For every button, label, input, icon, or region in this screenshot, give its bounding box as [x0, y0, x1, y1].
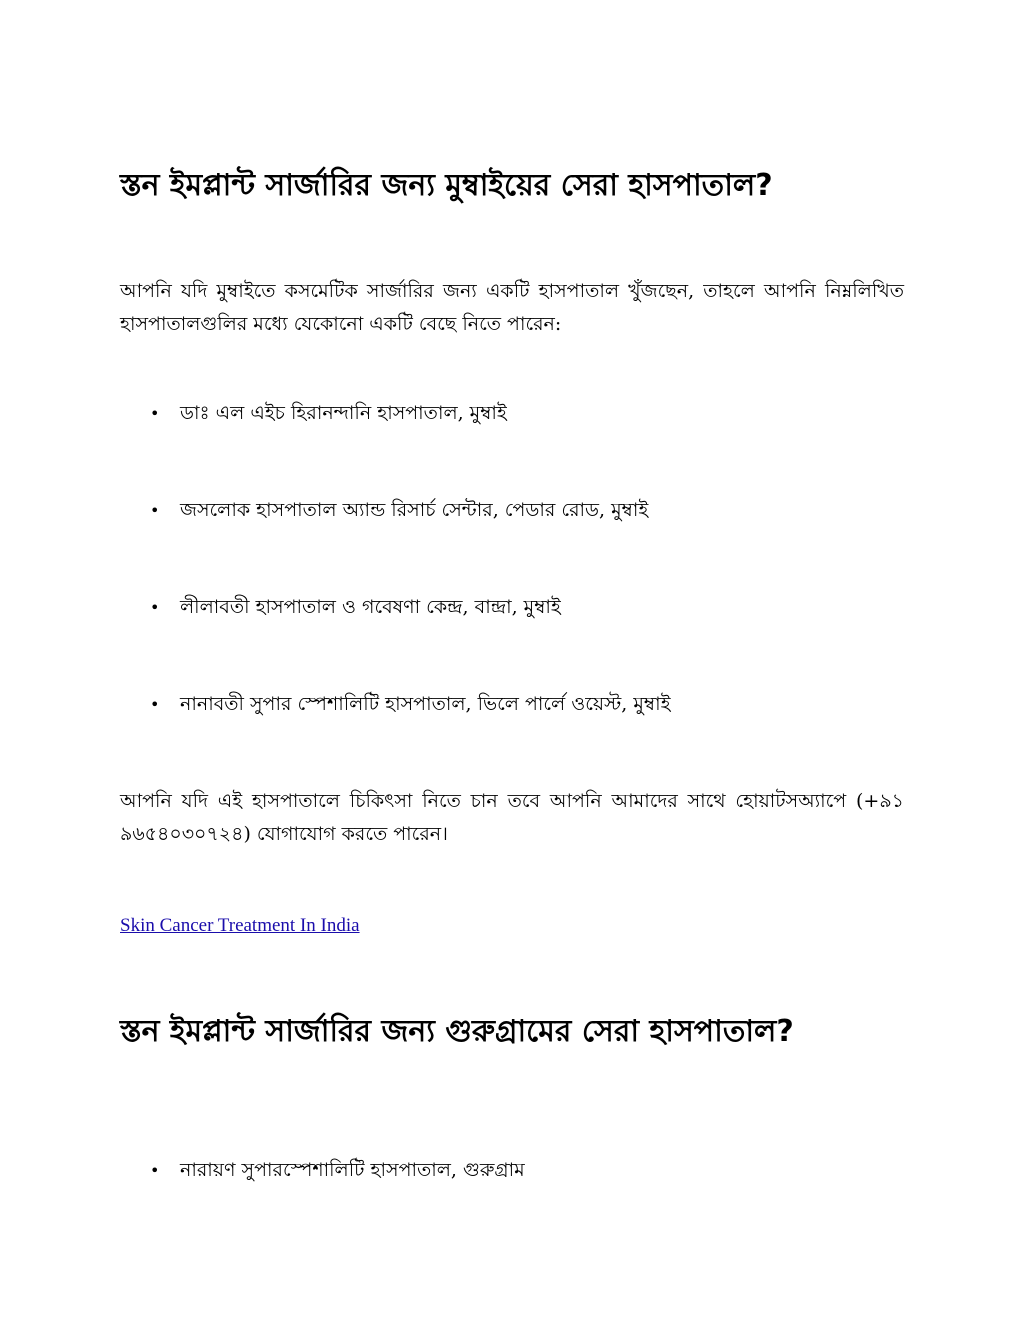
- list-item: [150, 593, 910, 622]
- list-item: [150, 399, 910, 428]
- list-item: [150, 496, 910, 525]
- contact-paragraph: আপনি যদি এই হাসপাতালে চিকিৎসা নিতে চান তবে আপনি আমাদের সাথে হোয়াটসঅ্যাপে (+৯১ ৯৬৫৪০৩০৭২৪) যোগাযোগ করতে পারেন।: [120, 790, 904, 845]
- skin-cancer-treatment-link[interactable]: Skin Cancer Treatment In India: [120, 915, 360, 936]
- list-item-text: জসলোক হাসপাতাল অ্যান্ড রিসার্চ সেন্টার, পেডার রোড, মুম্বাই: [180, 499, 649, 521]
- list-item-text: নানাবতী সুপার স্পেশালিটি হাসপাতাল, ভিলে পার্লে ওয়েস্ট, মুম্বাই: [180, 693, 671, 715]
- list-item: [150, 690, 910, 719]
- list-item-text: ডাঃ এল এইচ হিরানন্দানি হাসপাতাল, মুম্বাই: [180, 402, 507, 424]
- intro-paragraph: আপনি যদি মুম্বাইতে কসমেটিক সার্জারির জন্য একটি হাসপাতাল খুঁজছেন, তাহলে আপনি নিম্নলিখিত হাসপাতালগুলির মধ্যে যেকোনো একটি বেছে নিতে পারেন:: [120, 280, 904, 335]
- bullet-icon: •: [150, 598, 160, 617]
- bullet-icon: •: [150, 404, 160, 423]
- list-item: [150, 1156, 910, 1185]
- bullet-icon: •: [150, 695, 160, 714]
- section-heading-mumbai: স্তন ইমপ্লান্ট সার্জারির জন্য মুম্বাইয়ের সেরা হাসপাতাল?: [120, 168, 773, 203]
- bullet-icon: •: [150, 1161, 160, 1180]
- bullet-icon: •: [150, 501, 160, 520]
- list-item-text: নারায়ণ সুপারস্পেশালিটি হাসপাতাল, গুরুগ্রাম: [180, 1159, 525, 1181]
- section-heading-gurugram: স্তন ইমপ্লান্ট সার্জারির জন্য গুরুগ্রামের সেরা হাসপাতাল?: [120, 1014, 794, 1049]
- list-item-text: লীলাবতী হাসপাতাল ও গবেষণা কেন্দ্র, বান্দ্রা, মুম্বাই: [180, 596, 561, 618]
